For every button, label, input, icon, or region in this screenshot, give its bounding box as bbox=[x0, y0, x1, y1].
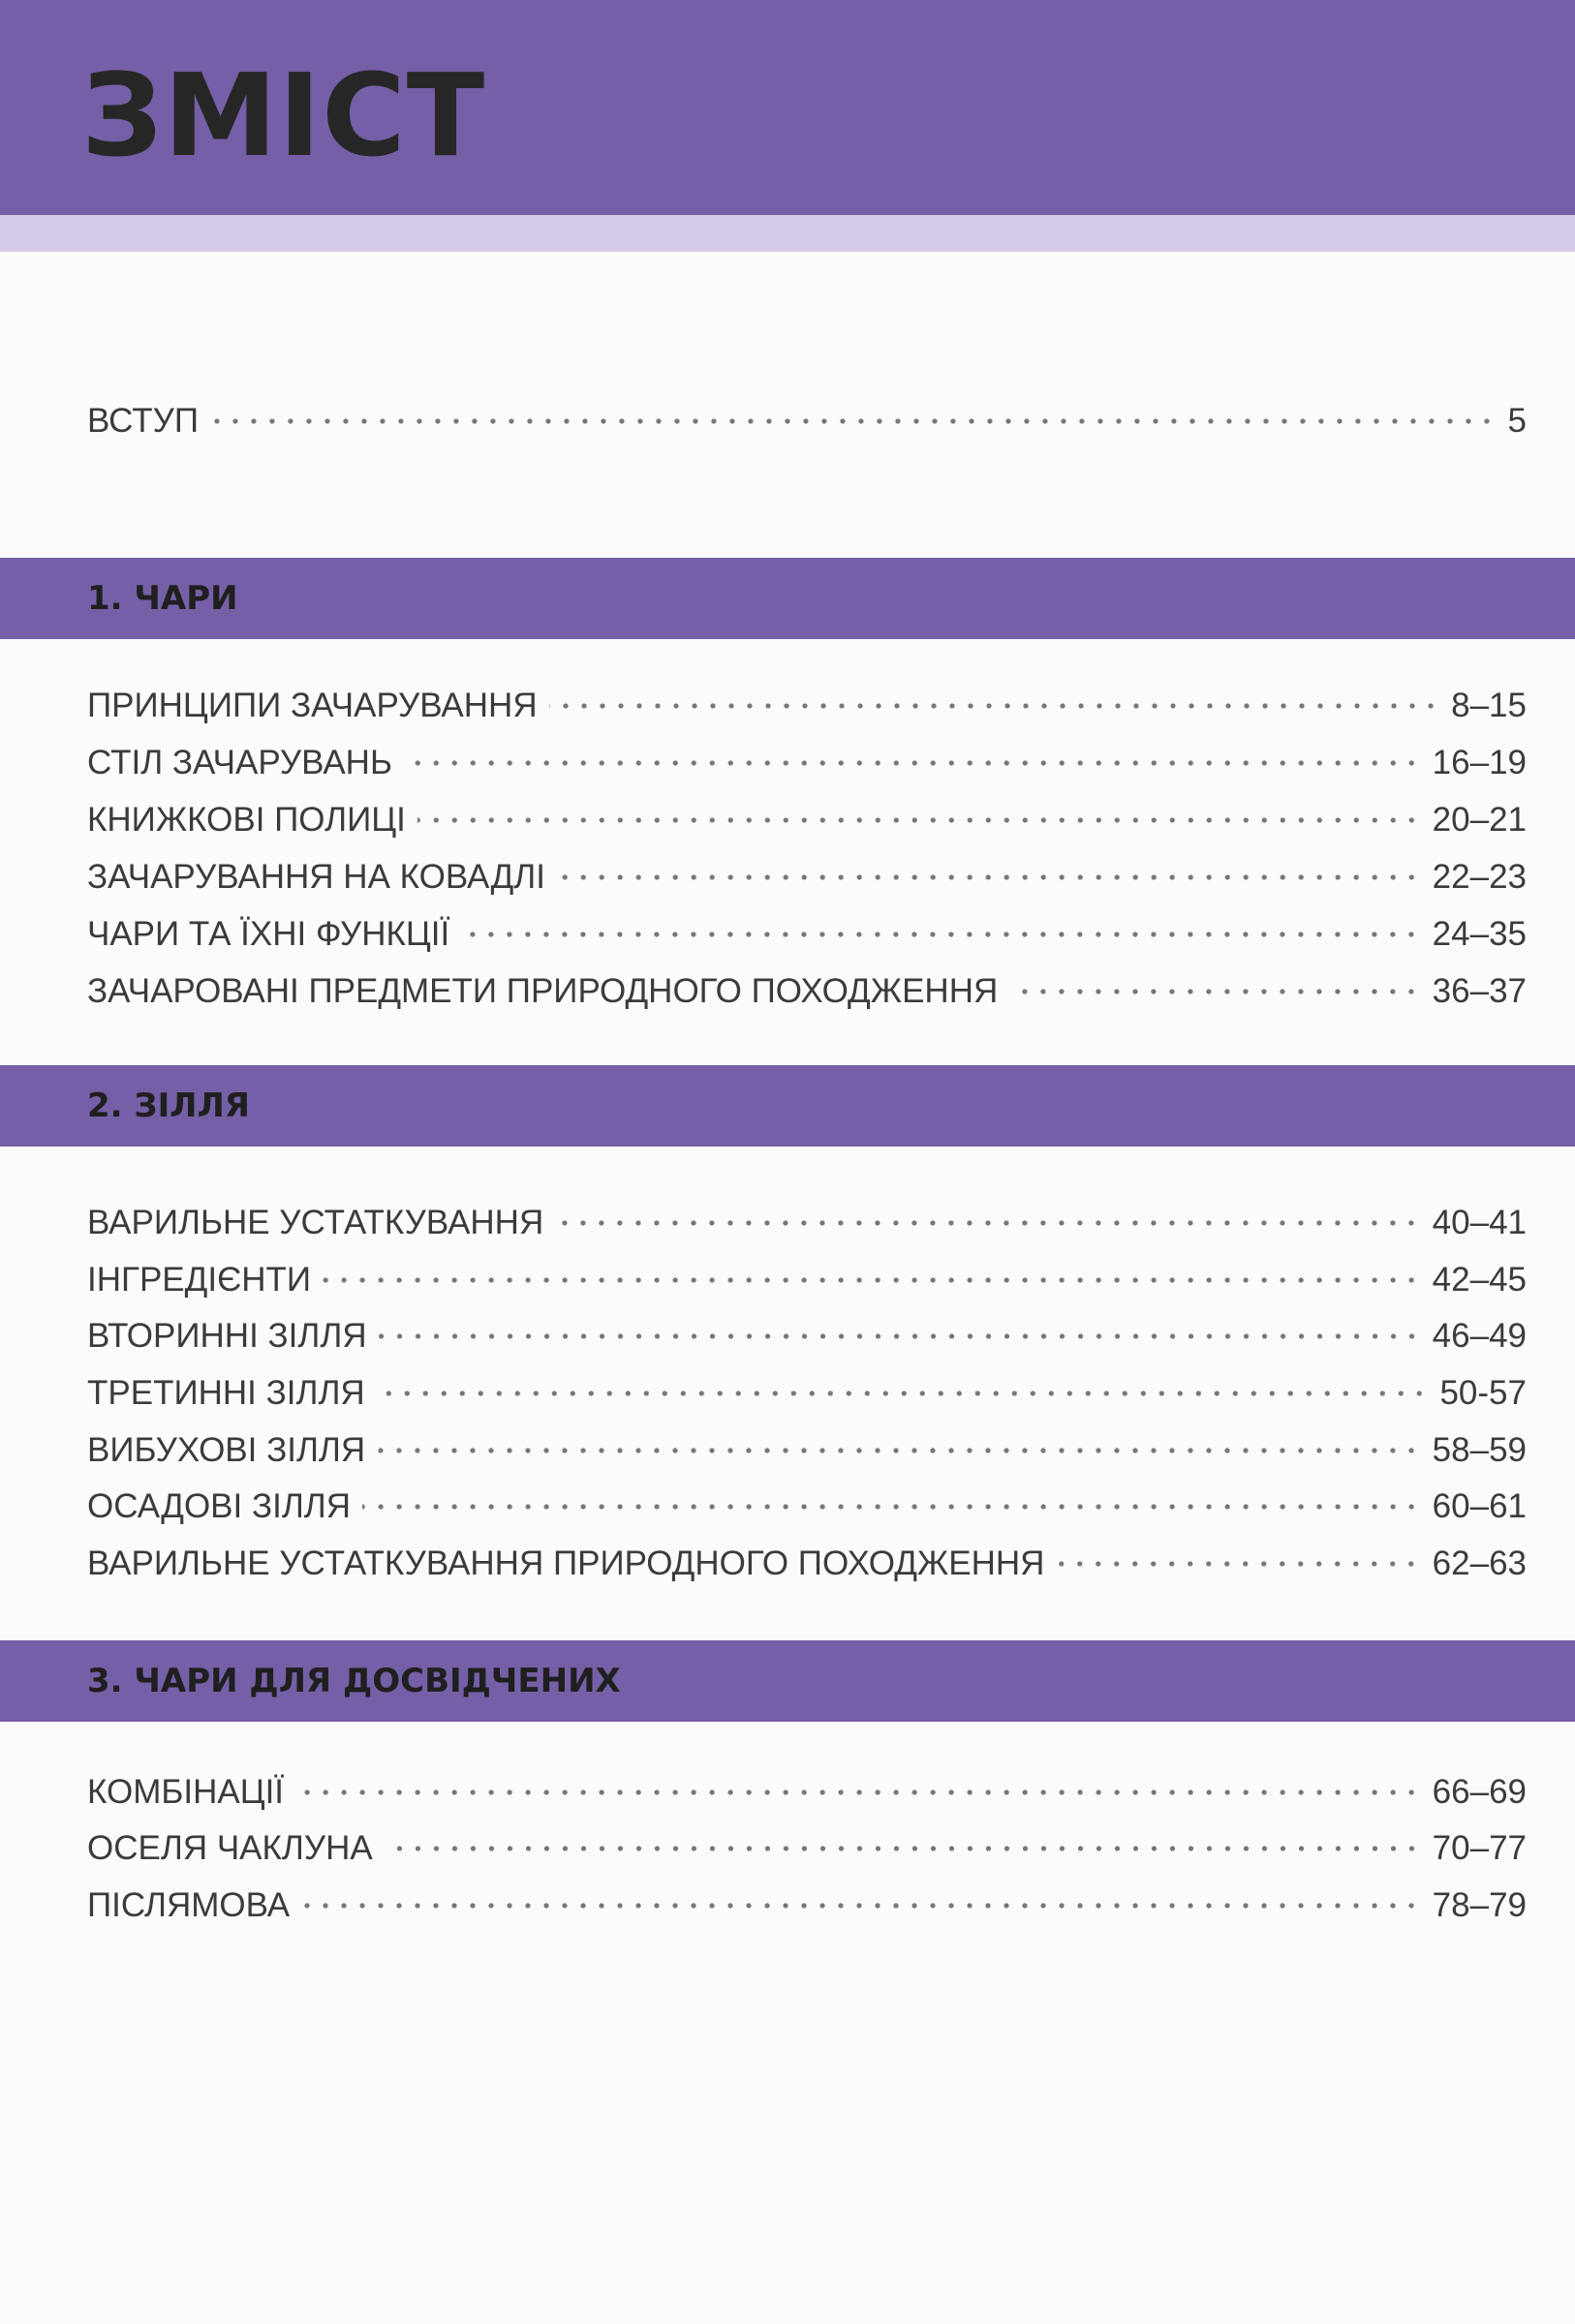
toc-entry-title: ОСАДОВІ ЗІЛЛЯ bbox=[87, 1487, 352, 1525]
toc-entry[interactable] bbox=[87, 739, 1527, 787]
toc-entry-title: ПРИНЦИПИ ЗАЧАРУВАННЯ bbox=[87, 687, 538, 724]
toc-entry-title: ІНГРЕДІЄНТИ bbox=[87, 1261, 312, 1299]
toc-entry[interactable] bbox=[87, 1540, 1527, 1588]
section-label: 2. ЗІЛЛЯ bbox=[87, 1086, 250, 1125]
toc-entry[interactable] bbox=[87, 796, 1527, 844]
toc-entry-title: ВТОРИННІ ЗІЛЛЯ bbox=[87, 1317, 367, 1355]
title-band bbox=[0, 0, 1575, 215]
toc-entry-page: 70–77 bbox=[1432, 1829, 1527, 1867]
toc-entry[interactable] bbox=[87, 682, 1527, 730]
toc-entry-title: ВАРИЛЬНЕ УСТАТКУВАННЯ ПРИРОДНОГО ПОХОДЖЕННЯ bbox=[87, 1544, 1045, 1582]
toc-entry[interactable] bbox=[87, 1199, 1527, 1247]
dot-leader bbox=[301, 1903, 1421, 1909]
toc-entry-page: 58–59 bbox=[1432, 1431, 1527, 1469]
toc-entry[interactable] bbox=[87, 853, 1527, 902]
toc-entry-page: 24–35 bbox=[1432, 915, 1527, 953]
dot-leader bbox=[1009, 989, 1420, 994]
toc-entry-page: 50-57 bbox=[1439, 1374, 1527, 1412]
toc-entry[interactable] bbox=[87, 1824, 1527, 1873]
dot-leader bbox=[404, 760, 1421, 766]
toc-entry-title: ЗАЧАРОВАНІ ПРЕДМЕТИ ПРИРОДНОГО ПОХОДЖЕННЯ bbox=[87, 972, 999, 1010]
toc-entry-title: ВСТУП bbox=[87, 402, 200, 440]
dot-leader bbox=[1056, 1561, 1420, 1567]
toc-entry[interactable] bbox=[87, 967, 1527, 1016]
page-title: ЗМІСТ bbox=[81, 48, 486, 182]
toc-entry-page: 78–79 bbox=[1432, 1886, 1527, 1924]
toc-entry-title: ПІСЛЯМОВА bbox=[87, 1886, 291, 1924]
dot-leader bbox=[377, 1448, 1420, 1453]
toc-entry-page: 5 bbox=[1507, 402, 1527, 440]
toc-entry[interactable] bbox=[87, 1426, 1527, 1475]
section-label: 1. ЧАРИ bbox=[87, 579, 238, 618]
section-header-3 bbox=[0, 1640, 1575, 1722]
toc-entry-page: 40–41 bbox=[1432, 1204, 1527, 1241]
toc-entry[interactable] bbox=[87, 1768, 1527, 1817]
toc-entry-page: 8–15 bbox=[1451, 687, 1527, 724]
section-header-1 bbox=[0, 558, 1575, 639]
dot-leader bbox=[555, 1220, 1420, 1226]
dot-leader bbox=[323, 1277, 1421, 1283]
toc-entry-intro[interactable] bbox=[87, 397, 1527, 445]
toc-entry[interactable] bbox=[87, 1483, 1527, 1531]
dot-leader bbox=[379, 1333, 1421, 1339]
dot-leader bbox=[461, 932, 1420, 937]
toc-entry-title: ТРЕТИННІ ЗІЛЛЯ bbox=[87, 1374, 365, 1412]
toc-entry-title: ВАРИЛЬНЕ УСТАТКУВАННЯ bbox=[87, 1204, 544, 1241]
toc-entry[interactable] bbox=[87, 910, 1527, 959]
toc-entry[interactable] bbox=[87, 1881, 1527, 1930]
toc-entry-page: 60–61 bbox=[1432, 1487, 1527, 1525]
toc-entry[interactable] bbox=[87, 1312, 1527, 1361]
toc-entry-title: ЗАЧАРУВАННЯ НА КОВАДЛІ bbox=[87, 858, 545, 896]
toc-entry-page: 36–37 bbox=[1432, 972, 1527, 1010]
dot-leader bbox=[549, 703, 1440, 709]
toc-entry-title: ЧАРИ ТА ЇХНІ ФУНКЦІЇ bbox=[87, 915, 450, 953]
toc-entry[interactable] bbox=[87, 1369, 1527, 1418]
dot-leader bbox=[295, 1789, 1421, 1795]
toc-entry-title: ВИБУХОВІ ЗІЛЛЯ bbox=[87, 1431, 366, 1469]
toc-entry-title: КОМБІНАЦІЇ bbox=[87, 1773, 285, 1811]
dot-leader bbox=[557, 874, 1421, 880]
section-header-2 bbox=[0, 1065, 1575, 1147]
toc-entry-title: ОСЕЛЯ ЧАКЛУНА bbox=[87, 1829, 373, 1867]
toc-entry[interactable] bbox=[87, 1256, 1527, 1304]
dot-leader bbox=[417, 817, 1421, 823]
toc-entry-page: 22–23 bbox=[1432, 858, 1527, 896]
dot-leader bbox=[385, 1846, 1421, 1851]
dot-leader bbox=[377, 1391, 1429, 1396]
dot-leader bbox=[362, 1504, 1421, 1510]
toc-entry-page: 46–49 bbox=[1432, 1317, 1527, 1355]
toc-entry-page: 66–69 bbox=[1432, 1773, 1527, 1811]
toc-entry-title: СТІЛ ЗАЧАРУВАНЬ bbox=[87, 744, 392, 781]
toc-entry-page: 42–45 bbox=[1432, 1261, 1527, 1299]
toc-entry-page: 16–19 bbox=[1432, 744, 1527, 781]
toc-entry-title: КНИЖКОВІ ПОЛИЦІ bbox=[87, 801, 406, 839]
dot-leader bbox=[210, 418, 1496, 424]
title-band-stripe bbox=[0, 215, 1575, 252]
section-label: 3. ЧАРИ ДЛЯ ДОСВІДЧЕНИХ bbox=[87, 1662, 621, 1700]
toc-entry-page: 20–21 bbox=[1432, 801, 1527, 839]
toc-entry-page: 62–63 bbox=[1432, 1544, 1527, 1582]
